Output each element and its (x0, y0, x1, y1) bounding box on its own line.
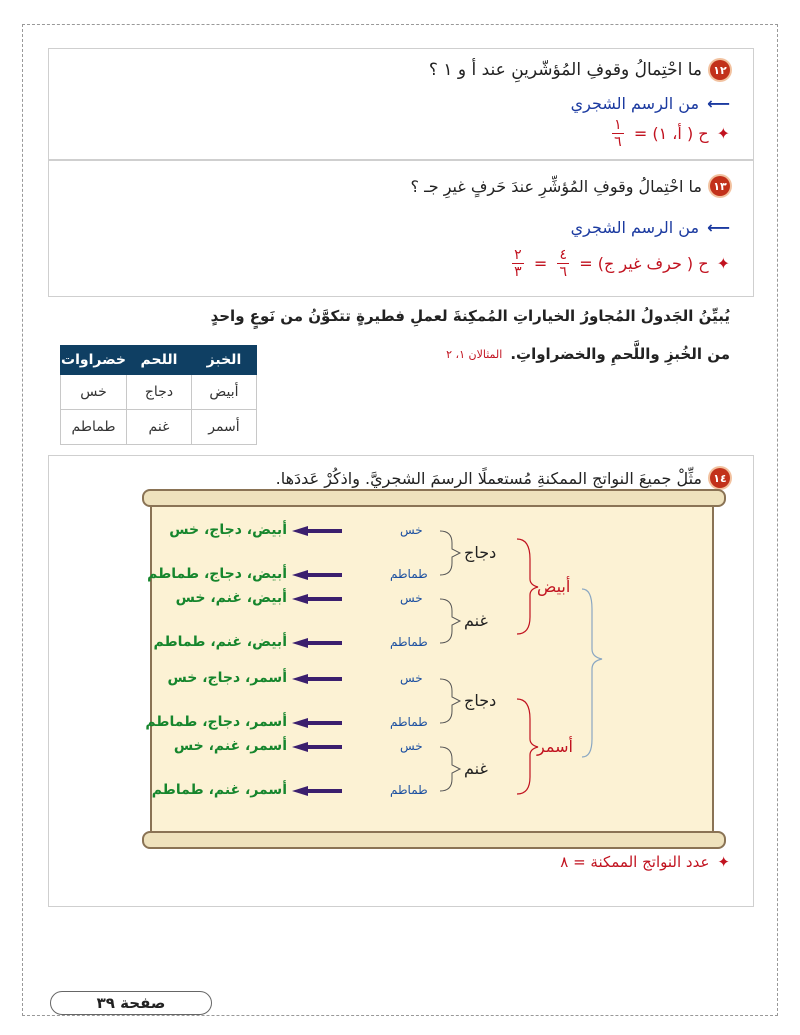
table-header-bread: الخبز (191, 346, 256, 375)
q12-fraction (612, 118, 624, 149)
q13-hint-text: من الرسم الشجري (570, 218, 700, 237)
q13-answer (510, 248, 730, 279)
q13-question (410, 176, 730, 196)
tree-leaf: طماطم (390, 715, 428, 729)
tree-leaf: خس (400, 591, 423, 605)
equals-sign: = (533, 254, 548, 273)
tree-outcome: أبيض، غنم، طماطم (153, 634, 287, 650)
tree-leaf: خس (400, 739, 423, 753)
table-cell: دجاج (126, 375, 191, 410)
tree-node-level2: دجاج (464, 543, 497, 562)
q13-number: ١٣ (710, 176, 730, 196)
tree-leaf: خس (400, 671, 423, 685)
q14-question (276, 468, 730, 488)
tree-outcome: أسمر، غنم، طماطم (151, 782, 287, 798)
q12-hint (571, 94, 730, 113)
tree-outcome: أبيض، غنم، خس (175, 590, 287, 606)
q12-answer-prefix: ح ( أ، ١) = (633, 124, 709, 143)
table-cell: طماطم (61, 410, 127, 445)
q12-number: ١٢ (710, 60, 730, 80)
q14-total (560, 853, 730, 871)
q14-total-text: عدد النواتج الممكنة = ٨ (560, 853, 710, 871)
q12-question (429, 60, 730, 80)
tree-node-level1: أسمر (537, 737, 573, 756)
q13-hint (571, 218, 730, 237)
q13-answer-prefix: ح ( حرف غير ج) = (579, 254, 709, 273)
intro-line-2 (446, 345, 730, 363)
tree-outcome: أسمر، غنم، خس (173, 738, 287, 754)
q12-frac-num: ١ (614, 117, 622, 133)
q13-fraction-2 (512, 248, 524, 279)
page-number: صفحة ٣٩ (50, 991, 212, 1015)
diamond-icon: ✦ (717, 853, 730, 871)
table-header-veg: خضراوات (61, 346, 127, 375)
tree-leaf: خس (400, 523, 423, 537)
tree-leaf: طماطم (390, 783, 428, 797)
table-cell: أبيض (191, 375, 256, 410)
arrow-icon (292, 526, 342, 796)
q13-frac1-num: ٤ (559, 247, 568, 263)
food-table (60, 345, 257, 445)
tree-leaf: طماطم (390, 567, 428, 581)
diamond-icon: ✦ (716, 254, 730, 273)
q13-frac2-den: ٣ (514, 264, 522, 280)
q13-fraction-1 (557, 248, 569, 279)
q13-frac1-den: ٦ (559, 264, 568, 280)
q12-hint-text: من الرسم الشجري (570, 94, 700, 113)
table-cell: غنم (126, 410, 191, 445)
q12-frac-den: ٦ (614, 134, 622, 150)
table-cell: أسمر (191, 410, 256, 445)
tree-leaf: طماطم (390, 635, 428, 649)
q14-number: ١٤ (710, 468, 730, 488)
q14-text: مثِّلْ جميعَ النواتجِ الممكنةِ مُستعملًا الرسمَ الشجريَّ. واذكُرْ عَددَها. (275, 468, 702, 488)
q12-text: ما احْتِمالُ وقوفِ المُؤشّرينِ عند أ و ١ ؟ (428, 60, 702, 80)
tree-scroll (145, 497, 714, 841)
tree-outcome: أسمر، دجاج، خس (167, 670, 287, 686)
q13-text: ما احْتِمالُ وقوفِ المُؤشِّرِ عندَ حَرفٍ غيرِ جـ ؟ (410, 176, 702, 196)
tree-node-level2: دجاج (464, 691, 497, 710)
intro-ref: المثالان ١، ٢ (446, 347, 503, 361)
intro-line-2-text: من الخُبزِ واللَّحمِ والخضراواتِ. (510, 345, 730, 363)
table-row (61, 375, 257, 410)
tree-outcome: أبيض، دجاج، خس (169, 522, 287, 538)
table-header-meat: اللحم (126, 346, 191, 375)
tree-outcome: أبيض، دجاج، طماطم (147, 566, 287, 582)
tree-node-level2: غنم (464, 759, 488, 778)
tree-node-level2: غنم (464, 611, 488, 630)
q13-frac2-num: ٢ (514, 247, 522, 263)
arrow-left-icon: ⟵ (707, 218, 730, 237)
diamond-icon: ✦ (716, 124, 730, 143)
arrow-left-icon: ⟵ (707, 94, 730, 113)
tree-node-level1: أبيض (537, 577, 571, 596)
tree-outcome: أسمر، دجاج، طماطم (145, 714, 287, 730)
q12-answer (610, 118, 730, 149)
table-cell: خس (61, 375, 127, 410)
table-row (61, 410, 257, 445)
intro-line-1: يُبيِّنُ الجَدولُ المُجاورُ الخياراتِ المُمكِنةَ لعملِ فطيرةٍ تتكوَّنُ من نَوعٍ واحدٍ (210, 307, 730, 325)
